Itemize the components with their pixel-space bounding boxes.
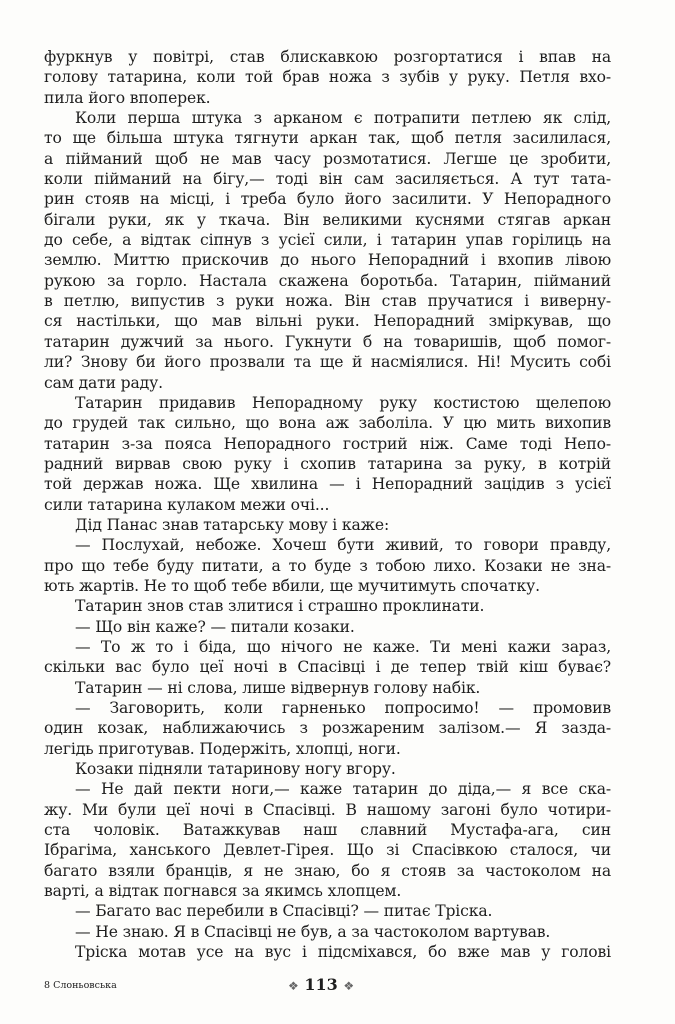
- text-line: Дід Панас знав татарську мову і каже:: [75, 515, 390, 534]
- text-line: — Що він каже? — питали козаки.: [75, 617, 355, 636]
- text-line: той держав ножа. Ще хвилина — і Непорадний зацідив з усієї: [44, 475, 611, 494]
- text-line: землю. Миттю прискочив до нього Непорадний і вхопив лівою: [44, 251, 611, 270]
- text-line: сам дати раду.: [44, 373, 163, 392]
- page-number-block: [288, 975, 354, 994]
- text-line: радний вирвав свою руку і схопив татарина за руку, в котрій: [44, 454, 611, 473]
- text-line: жу. Ми були цеї ночі в Спасівці. В нашому загоні було чотири-: [44, 800, 611, 819]
- text-line: — Послухай, небоже. Хочеш бути живий, то говори правду,: [75, 536, 611, 555]
- text-line: а пійманий щоб не мав часу розмотатися. Легше це зробити,: [44, 149, 611, 168]
- text-line: до грудей так сильно, що вона аж заболіла. У цю мить вихопив: [44, 414, 611, 433]
- text-line: голову татарина, коли той брав ножа з зубів у руку. Петля вхо-: [44, 68, 611, 87]
- text-line: татарин з-за пояса Непорадного гострий ніж. Саме тоді Непо-: [44, 434, 611, 453]
- text-line: легідь приготував. Подержіть, хлопці, ноги.: [44, 739, 401, 758]
- text-line: — Заговорить, коли гарненько попросимо! — промовив: [75, 699, 611, 717]
- text-line: то ще більша штука тягнути аркан так, щоб петля засилилася,: [44, 129, 611, 148]
- page-number: 113: [304, 975, 338, 994]
- text-line: пила його впоперек.: [44, 88, 211, 107]
- text-line: про що тебе буду питати, а то буде з тобою лихо. Козаки не зна-: [44, 556, 611, 575]
- text-line: — Не дай пекти ноги,— каже татарин до діда,— я все ска-: [75, 780, 611, 799]
- ornament-icon: ❖: [288, 979, 299, 993]
- page-text: [44, 47, 611, 962]
- text-line: рукою за горло. Настала скажена боротьба. Татарин, пійманий: [44, 271, 611, 290]
- text-line: Ібрагіма, ханського Девлет-Гірея. Що зі Спасівкою сталося, чи: [44, 841, 611, 860]
- text-line: бігали руки, як у ткача. Він великими куснями стягав аркан: [44, 210, 611, 229]
- text-line: фуркнув у повітрі, став блискавкою розгортатися і впав на: [44, 48, 611, 66]
- text-line: коли пійманий на бігу,— тоді він сам засиляється. А тут тата-: [44, 170, 611, 189]
- text-line: ли? Знову би його прозвали та ще й насміялися. Ні! Мусить собі: [44, 353, 611, 372]
- ornament-icon: ❖: [343, 979, 355, 993]
- printer-signature: 8 Слоньовська: [44, 980, 117, 991]
- text-line: варті, а відтак погнався за якимсь хлопцем.: [44, 882, 402, 901]
- text-line: сили татарина кулаком межи очі...: [44, 495, 330, 514]
- text-line: Татарин придавив Непорадному руку костистою щелепою: [75, 393, 611, 412]
- text-line: — То ж то і біда, що нічого не каже. Ти мені кажи зараз,: [75, 637, 611, 656]
- text-line: Татарин знов став злитися і страшно проклинати.: [75, 597, 485, 616]
- text-line: ся настільки, що мав вільні руки. Непорадний зміркував, що: [44, 312, 611, 331]
- text-line: в петлю, випустив з руки ножа. Він став пручатися і виверну-: [44, 292, 611, 311]
- text-line: Тріска мотав усе на вус і підсміхався, бо вже мав у голові: [75, 943, 611, 962]
- text-line: татарин дужчий за нього. Гукнути б на товаришів, щоб помог-: [44, 332, 611, 351]
- text-line: Татарин — ні слова, лише відвернув голову набік.: [75, 678, 481, 697]
- text-line: — Багато вас перебили в Спасівці? — питає Тріска.: [75, 902, 493, 921]
- text-line: до себе, а відтак сіпнув з усієї сили, і татарин упав горілиць на: [44, 231, 611, 250]
- text-line: Коли перша штука з арканом є потрапити петлею як слід,: [75, 109, 611, 128]
- text-line: скільки вас було цеї ночі в Спасівці і де тепер твій кіш буває?: [44, 658, 611, 677]
- text-line: ста чоловік. Ватажкував наш славний Мустафа-ага, син: [44, 821, 611, 840]
- text-line: — Не знаю. Я в Спасівці не був, а за частоколом вартував.: [75, 922, 551, 941]
- text-line: рин стояв на місці, і треба було його засилити. У Непорадного: [44, 190, 611, 209]
- text-line: один козак, наближаючись з розжареним залізом.— Я зазда-: [44, 719, 611, 738]
- text-line: багато взяли бранців, я не знаю, бо я стояв за частоколом на: [44, 861, 611, 880]
- text-line: ють жартів. Не то щоб тебе вбили, ще мучитимуть спочатку.: [44, 576, 540, 595]
- text-line: Козаки підняли татаринову ногу вгору.: [75, 760, 396, 779]
